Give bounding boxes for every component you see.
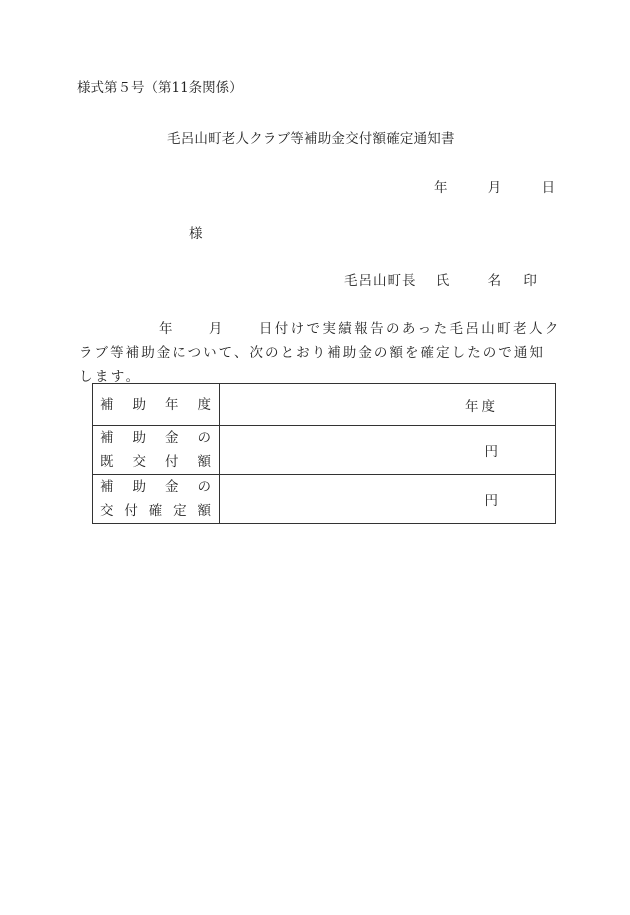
document-title: 毛呂山町老人クラブ等補助金交付額確定通知書 [167, 131, 455, 147]
label-already-granted: 補 助 金 の 既 交 付 額 [93, 426, 220, 475]
body-line-1 [79, 317, 559, 341]
table-row [93, 384, 556, 426]
body-line-3: します。 [79, 369, 142, 385]
body-text [79, 317, 559, 389]
date-line [434, 176, 555, 196]
body-year: 年 [159, 321, 175, 337]
sender-name-2: 名 [487, 273, 503, 289]
value-fiscal-year: 年度 [220, 384, 556, 426]
value-already-granted: 円 [220, 426, 556, 475]
body-month: 月 [208, 321, 225, 337]
sender-name-1: 氏 [435, 273, 451, 289]
addressee-honorific: 様 [189, 226, 203, 242]
date-year: 年 [434, 180, 448, 196]
body-line-2: ラブ等補助金について、次のとおり補助金の額を確定したので通知 [79, 345, 545, 361]
label-confirmed-amount: 補 助 金 の 交 付 確 定 額 [93, 475, 220, 524]
date-day: 日 [541, 180, 556, 196]
form-number: 様式第５号（第11条関係） [77, 80, 243, 96]
sender-office: 毛呂山町長 [344, 273, 417, 289]
date-month: 月 [487, 180, 502, 196]
seal-mark: 印 [523, 273, 538, 289]
table-row [93, 426, 556, 475]
body-rest: 日付けで実績報告のあった毛呂山町老人ク [258, 321, 561, 337]
label-fiscal-year: 補 助 年 度 [93, 384, 220, 426]
table-row [93, 475, 556, 524]
subsidy-table [92, 383, 556, 524]
value-confirmed-amount: 円 [220, 475, 556, 524]
sender-line [344, 269, 538, 289]
